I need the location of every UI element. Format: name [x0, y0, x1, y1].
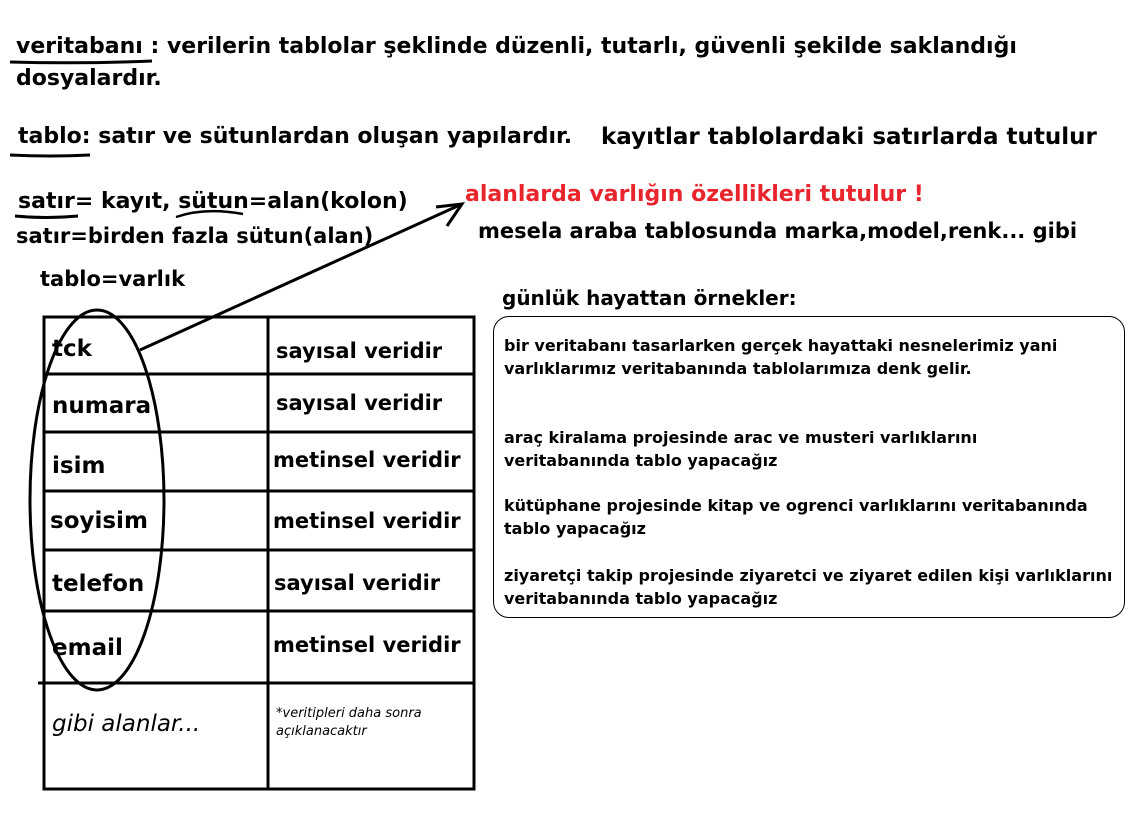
satir-sutun-definition — [18, 189, 408, 214]
table-type: sayısal veridir — [276, 391, 443, 415]
satir-term: satır — [18, 189, 75, 214]
example-item-line1: kütüphane projesinde kitap ve ogrenci varlıklarını veritabanında — [504, 496, 1088, 515]
table-field: email — [52, 635, 123, 661]
examples-intro-line2: varlıklarımız veritabanında tablolarımıza denk gelir. — [504, 359, 972, 378]
table-field: soyisim — [50, 508, 148, 534]
satir-underline — [15, 216, 78, 218]
table-field: isim — [52, 453, 106, 479]
table-type: sayısal veridir — [274, 571, 441, 595]
example-item-line2: tablo yapacağız — [504, 519, 646, 538]
veritabani-text: : verilerin tablolar şeklinde düzenli, tutarlı, güvenli şekilde saklandığı — [150, 34, 1017, 59]
footer-note-line2: açıklanacaktır — [276, 724, 367, 739]
examples-intro-line1: bir veritabanı tasarlarken gerçek hayattaki nesnelerimiz yani — [504, 336, 1058, 355]
table-field: telefon — [52, 571, 145, 597]
example-item-line2: veritabanında tablo yapacağız — [504, 589, 778, 608]
example-item — [504, 564, 1112, 610]
table-footer-field: gibi alanlar... — [52, 711, 201, 737]
table-type: sayısal veridir — [276, 339, 443, 363]
veritabani-definition-line2: dosyalardır. — [16, 66, 162, 91]
tablo-definition — [18, 124, 572, 149]
tablo-term: tablo — [18, 124, 82, 149]
example-item-line2: veritabanında tablo yapacağız — [504, 451, 778, 470]
examples-heading: günlük hayattan örnekler: — [502, 286, 797, 310]
table-field: tck — [52, 336, 92, 362]
example-note: mesela araba tablosunda marka,model,renk... gibi — [478, 219, 1078, 243]
table-type: metinsel veridir — [273, 633, 461, 657]
field-column-ellipse — [30, 310, 164, 690]
satir-eq: = kayıt, — [74, 189, 171, 214]
example-item — [504, 426, 977, 472]
tablo-text: : satır ve sütunlardan oluşan yapılardır. — [81, 124, 573, 149]
table-type: metinsel veridir — [273, 448, 461, 472]
red-note: alanlarda varlığın özellikleri tutulur ! — [465, 182, 924, 207]
veritabani-underline — [10, 61, 152, 63]
table-footer-note — [276, 705, 422, 741]
example-item-line1: araç kiralama projesinde arac ve musteri varlıklarını — [504, 428, 978, 447]
tablo-varlik: tablo=varlık — [40, 267, 186, 291]
example-item-line1: ziyaretçi takip projesinde ziyaretci ve ziyaret edilen kişi varlıklarını — [504, 566, 1113, 585]
satir-definition-line2: satır=birden fazla sütun(alan) — [16, 224, 374, 248]
table-type: metinsel veridir — [273, 509, 461, 533]
veritabani-definition — [16, 34, 1017, 59]
tablo-highlight: kayıtlar tablolardaki satırlarda tutulur — [601, 124, 1097, 150]
table-field: numara — [52, 393, 152, 419]
example-item — [504, 494, 1088, 540]
tablo-underline — [10, 155, 90, 156]
sutun-term: sütun — [178, 189, 249, 214]
examples-intro — [504, 334, 1057, 380]
footer-note-line1: *veritipleri daha sonra — [276, 706, 422, 721]
veritabani-term: veritabanı — [16, 34, 143, 59]
sutun-eq: =alan(kolon) — [248, 189, 408, 214]
